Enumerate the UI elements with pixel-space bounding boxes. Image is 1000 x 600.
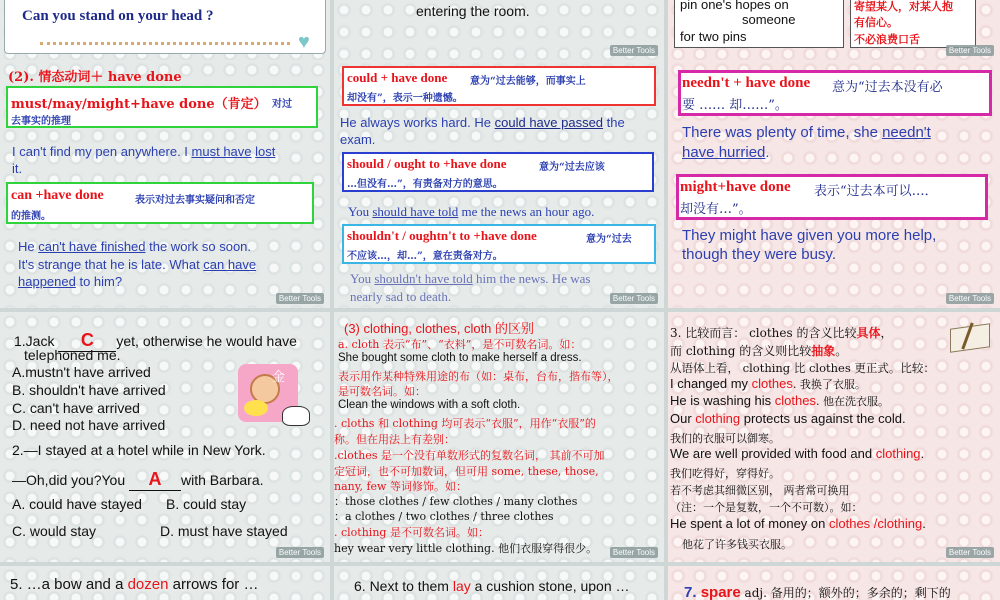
note-line-1: a. cloth 表示“布”、“衣料”，是不可数名词。如： bbox=[338, 338, 582, 351]
clothing-heading: (3) clothing, clothes, cloth 的区别 bbox=[344, 321, 535, 336]
rule-title-can: can +have done bbox=[11, 188, 104, 203]
note-line-11: ：those clothes / few clothes / many clothes bbox=[334, 495, 578, 508]
rule-desc-neednt-2: 要 …… 却……”。 bbox=[682, 98, 788, 113]
slide-tile-8 bbox=[334, 566, 664, 600]
option-2d: D. must have stayed bbox=[160, 523, 288, 539]
example-could-cont: exam. bbox=[340, 132, 376, 147]
vocab-5: 5. …a bow and a dozen arrows for … bbox=[10, 576, 259, 593]
rule-title-should: should / ought to +have done bbox=[347, 156, 507, 171]
vocab-7: 7. spare adj. 备用的；额外的；多余的；剩下的 bbox=[684, 584, 951, 600]
compare-line-8: We are well provided with food and clothing. bbox=[670, 446, 925, 461]
idiom-row-2-left: someone bbox=[742, 12, 796, 27]
slide-tile-6 bbox=[668, 312, 1000, 562]
watermark: Better Tools bbox=[610, 547, 658, 558]
note-line-10: nany, few 等词修饰。如： bbox=[334, 480, 467, 493]
rule-title-shouldnt: shouldn't / oughtn't to +have done bbox=[347, 228, 537, 243]
option-2c: C. would stay bbox=[12, 523, 97, 539]
idiom-row-2-right: 有信心。 bbox=[854, 16, 898, 29]
example-can: He can't have finished the work so soon. bbox=[18, 239, 252, 254]
example-might-cont: though they were busy. bbox=[682, 246, 836, 263]
compare-line-11: （注：一个是复数，一个不可数）。如： bbox=[670, 501, 863, 514]
example-can-2: It's strange that he is late. What can have bbox=[18, 257, 257, 272]
note-line-13: . clothing 是不可数名词。如： bbox=[334, 526, 489, 539]
option-1d: D. need not have arrived bbox=[12, 417, 166, 433]
slide-tile-3b bbox=[668, 60, 1000, 308]
heart-icon: ♥ bbox=[298, 31, 310, 53]
compare-line-6: Our clothing protects us against the cold. bbox=[670, 411, 906, 426]
rule-title-neednt: needn't + have done bbox=[682, 75, 811, 91]
compare-line-7: 我们的衣服可以御寒。 bbox=[670, 432, 780, 445]
note-line-7: 称。但在用法上有差别： bbox=[334, 433, 455, 446]
rule-desc-can-2: 的推测。 bbox=[11, 211, 51, 222]
question-2-b: —Oh,did you?You A with Barbara. bbox=[12, 469, 264, 489]
example-shouldnt: You shouldn't have told him the news. He was bbox=[350, 271, 591, 286]
idiom-row-3-left: for two pins bbox=[680, 29, 747, 44]
example-can-3: happened to him? bbox=[18, 274, 123, 289]
example-must: I can't find my pen anywhere. I must have lost bbox=[12, 144, 276, 159]
vocab-6: 6. Next to them lay a cushion stone, upon … bbox=[354, 578, 630, 594]
chick-icon bbox=[244, 400, 268, 416]
rule-desc-shouldnt-1: 意为“过去 bbox=[586, 234, 632, 245]
note-line-3: 表示用作某种特殊用途的布（如：桌布，台布，揩布等）， bbox=[338, 370, 619, 383]
option-1c: C. can't have arrived bbox=[12, 400, 140, 416]
note-line-9: 定冠词，也不可加数词，但可用 some, these, those, bbox=[334, 465, 599, 478]
note-line-12: ：a clothes / two clothes / three clothes bbox=[334, 510, 554, 523]
rule-desc-should-2: …但没有…”，有责备对方的意思。 bbox=[347, 179, 503, 190]
slide-tile-2 bbox=[334, 0, 664, 60]
idiom-row-3-right: 不必浪费口舌 bbox=[854, 33, 920, 46]
dotted-decoration bbox=[40, 30, 290, 45]
example-should: You should have told me the news an hour ago. bbox=[348, 204, 595, 219]
modal-heading: (2). 情态动词＋ have done bbox=[8, 70, 182, 85]
rule-title-might: might+have done bbox=[680, 179, 791, 195]
rule-desc-could-2: 却没有”，表示一种遗憾。 bbox=[347, 93, 463, 104]
sticker-char: 金 bbox=[272, 370, 286, 385]
note-line-8: .clothes 是一个没有单数形式的复数名词， 其前不可加 bbox=[334, 449, 605, 462]
compare-line-1: 3. 比较而言： clothes 的含义比较具体， bbox=[670, 326, 893, 340]
compare-line-4: I changed my clothes. 我换了衣服。 bbox=[670, 376, 866, 391]
slide-tile-1b bbox=[0, 60, 330, 308]
top-question: Can you stand on your head ? bbox=[22, 8, 214, 24]
compare-line-2: 而 clothing 的含义则比较抽象。 bbox=[670, 344, 848, 358]
rule-desc-might-2: 却没有…”。 bbox=[680, 202, 752, 217]
watermark: Better Tools bbox=[610, 45, 658, 56]
top-sentence: entering the room. bbox=[416, 3, 530, 19]
compare-line-9: 我们吃得好，穿得好。 bbox=[670, 467, 780, 480]
dog-icon bbox=[282, 406, 310, 426]
slide-tile-4 bbox=[0, 312, 330, 562]
rule-title-could: could + have done bbox=[347, 70, 448, 85]
idiom-row-1-left: pin one's hopes on bbox=[680, 0, 789, 12]
note-line-14: hey wear very little clothing. 他们衣服穿得很少。 bbox=[334, 542, 598, 555]
rule-desc-must-2: 去事实的推理 bbox=[11, 116, 71, 127]
slide-tile-3 bbox=[668, 0, 1000, 60]
question-1: 1.Jack C yet, otherwise he would have bbox=[14, 330, 297, 350]
slide-tile-2b bbox=[334, 60, 664, 308]
rule-desc-can-1: 表示对过去事实疑问和否定 bbox=[135, 195, 255, 206]
option-2a: A. could have stayed bbox=[12, 496, 142, 512]
rule-desc-shouldnt-2: 不应该…，却…”，意在责备对方。 bbox=[347, 251, 503, 262]
slide-tile-7 bbox=[0, 566, 330, 600]
example-neednt: There was plenty of time, she needn't bbox=[682, 124, 931, 141]
note-line-6: . cloths 和 clothing 均可表示“衣服”，用作“衣服”的 bbox=[334, 417, 596, 430]
option-2b: B. could stay bbox=[166, 496, 247, 512]
watermark: Better Tools bbox=[276, 547, 324, 558]
example-could: He always works hard. He could have passed the bbox=[340, 115, 625, 130]
book-icon bbox=[948, 316, 992, 352]
watermark: Better Tools bbox=[946, 45, 994, 56]
example-must-cont: it. bbox=[12, 161, 23, 176]
slide-tile-1 bbox=[0, 0, 330, 60]
compare-line-13: 他花了许多钱买衣服。 bbox=[682, 538, 792, 551]
example-neednt-cont: have hurried. bbox=[682, 144, 770, 161]
note-line-4: 是可数名词。如： bbox=[338, 385, 426, 398]
slide-tile-5 bbox=[334, 312, 664, 562]
watermark: Better Tools bbox=[276, 293, 324, 304]
example-might: They might have given you more help, bbox=[682, 227, 937, 244]
rule-desc-should-1: 意为“过去应该 bbox=[539, 162, 605, 173]
compare-line-12: He spent a lot of money on clothes /clothing. bbox=[670, 516, 926, 531]
idiom-row-1-right: 寄望某人，对某人抱 bbox=[854, 0, 953, 13]
option-1a: A.mustn't have arrived bbox=[12, 364, 151, 380]
compare-line-3: 从语体上看， clothing 比 clothes 更正式。比较： bbox=[670, 361, 935, 375]
rule-title-must: must/may/might+have done（肯定） bbox=[11, 97, 267, 112]
slide-tile-9 bbox=[668, 566, 1000, 600]
watermark: Better Tools bbox=[946, 293, 994, 304]
example-shouldnt-cont: nearly sad to death. bbox=[350, 289, 452, 304]
rule-desc-must-1: 对过 bbox=[272, 99, 292, 110]
note-line-5: Clean the windows with a soft cloth. bbox=[338, 399, 521, 411]
compare-line-5: He is washing his clothes. 他在洗衣服。 bbox=[670, 393, 889, 408]
answer-1: C bbox=[80, 330, 94, 350]
rule-desc-could-1: 意为“过去能够，而事实上 bbox=[470, 76, 586, 87]
answer-2: A bbox=[148, 469, 162, 489]
note-line-2: She bought some cloth to make herself a dress. bbox=[338, 352, 582, 364]
option-1b: B. shouldn't have arrived bbox=[12, 382, 166, 398]
rule-desc-neednt-1: 意为“过去本没有必 bbox=[832, 80, 943, 95]
watermark: Better Tools bbox=[610, 293, 658, 304]
question-1-cont: telephoned me. bbox=[24, 347, 121, 363]
compare-line-10: 若不考虑其细微区别， 两者常可换用 bbox=[670, 484, 850, 497]
question-2: 2.—I stayed at a hotel while in New York. bbox=[12, 442, 266, 458]
watermark: Better Tools bbox=[946, 547, 994, 558]
rule-desc-might-1: 表示“过去本可以…． bbox=[814, 184, 938, 199]
